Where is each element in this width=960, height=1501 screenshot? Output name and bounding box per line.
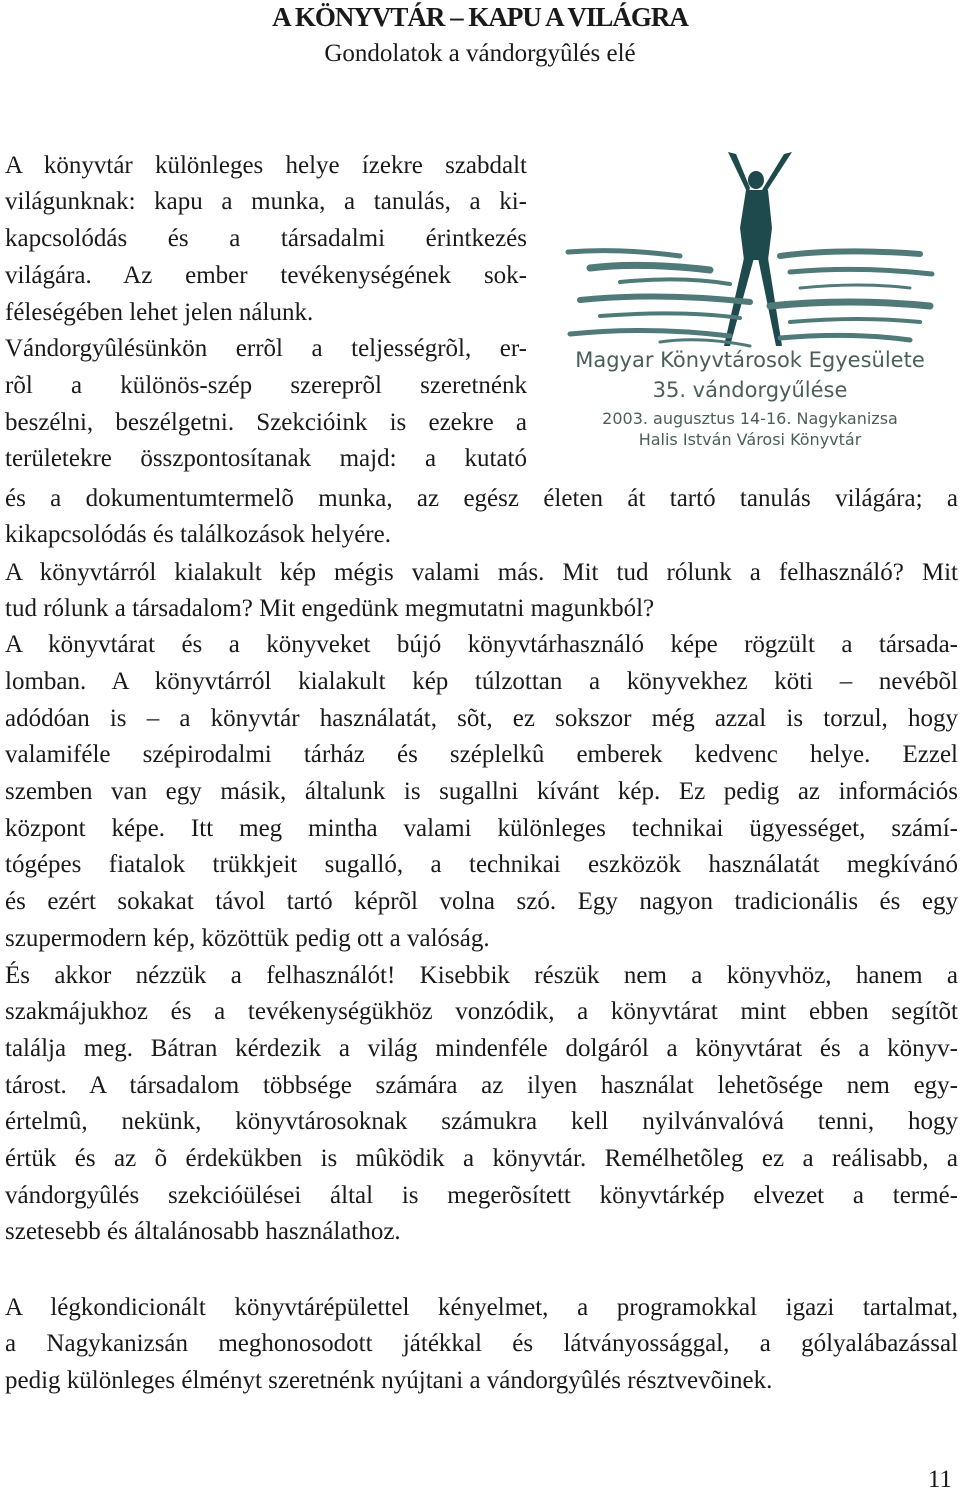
text-line: szetesebb és általánosabb használathoz. — [5, 1218, 401, 1245]
text-line: A légkondicionált könyvtárépülettel kényelmet, a programokkal igazi tartalmat, — [5, 1294, 958, 1321]
text-line: értük és az õ érdekükben is mûködik a könyvtár. Remélhetõleg ez a reálisabb, a — [5, 1145, 958, 1172]
text-line: tud rólunk a társadalom? Mit engedünk megmutatni magunkból? — [5, 595, 655, 622]
text-line: adódóan is – a könyvtár használatát, sõt, ez sokszor még azzal is torzul, hogy — [5, 705, 958, 732]
logo-event: 35. vándorgyűlése — [652, 378, 848, 402]
text-line: A könyvtárat és a könyveket bújó könyvtárhasználó képe rögzült a társada- — [5, 631, 958, 658]
page-title: A KÖNYVTÁR – KAPU A VILÁGRA — [272, 2, 688, 32]
text-line: pedig különleges élményt szeretnénk nyújtani a vándorgyûlés résztvevõinek. — [5, 1367, 773, 1394]
text-line: szakmájukhoz és a tevékenységükhöz vonzódik, a könyvtárat mint ebben segítõt — [5, 998, 958, 1025]
logo-host: Halis István Városi Könyvtár — [638, 430, 862, 449]
page-number: 11 — [927, 1466, 952, 1493]
text-line: találja meg. Bátran kérdezik a világ mindenféle dolgáról a könyvtárat és a könyv- — [5, 1035, 958, 1062]
logo-org-name: Magyar Könyvtárosok Egyesülete — [575, 348, 925, 372]
text-line: beszélni, beszélgetni. Szekcióink is ezekre a — [5, 409, 527, 436]
text-line: és ezért sokakat távol tartó képrõl volna szó. Egy nagyon tradicionális és egy — [5, 888, 958, 915]
text-line: területekre összpontosítanak majd: a kutató — [5, 445, 527, 472]
text-line: a Nagykanizsán meghonosodott játékkal és látványossággal, a gólyalábazással — [5, 1330, 958, 1357]
text-line: tógépes fiatalok trükkjeit sugalló, a technikai eszközök használatát megkívánó — [5, 851, 958, 878]
text-line: központ képe. Itt meg mintha valami különleges technikai ügyességet, számí- — [5, 815, 958, 842]
text-line: szupermodern kép, közöttük pedig ott a valóság. — [5, 925, 490, 952]
text-line: És akkor nézzük a felhasználót! Kisebbik részük nem a könyvhöz, hanem a — [5, 962, 958, 989]
text-line: értelmû, nekünk, könyvtárosoknak számukra kell nyilvánvalóvá tenni, hogy — [5, 1108, 958, 1135]
text-line: A könyvtár különleges helye ízekre szabdalt — [5, 152, 527, 179]
text-line: kapcsolódás és a társadalmi érintkezés — [5, 225, 527, 252]
text-line: kikapcsolódás és találkozások helyére. — [5, 521, 391, 548]
conference-logo — [560, 150, 940, 450]
text-line: A könyvtárról kialakult kép mégis valami más. Mit tud rólunk a felhasználó? Mit — [5, 559, 958, 586]
page-subtitle: Gondolatok a vándorgyûlés elé — [324, 40, 636, 67]
text-line: lomban. A könyvtárról kialakult kép túlzottan a könyvekhez köti – nevébõl — [5, 668, 958, 695]
text-line: rõl a különös-szép szereprõl szeretnénk — [5, 372, 527, 399]
text-line: és a dokumentumtermelõ munka, az egész életen át tartó tanulás világára; a — [5, 485, 958, 512]
logo-date-place: 2003. augusztus 14-16. Nagykanizsa — [602, 409, 898, 428]
text-line: világunknak: kapu a munka, a tanulás, a ki- — [5, 188, 527, 215]
text-line: féleségében lehet jelen nálunk. — [5, 299, 314, 326]
text-line: Vándorgyûlésünkön errõl a teljességrõl, er- — [5, 335, 527, 362]
text-line: szemben van egy másik, általunk is sugallni kívánt kép. Ez pedig az információs — [5, 778, 958, 805]
text-line: világára. Az ember tevékenységének sok- — [5, 262, 527, 289]
text-line: vándorgyûlés szekcióülései által is megerõsített könyvtárkép elvezet a termé- — [5, 1182, 958, 1209]
text-line: valamiféle szépirodalmi tárház és széplelkû emberek kedvenc helye. Ezzel — [5, 741, 958, 768]
text-line: tárost. A társadalom többsége számára az ilyen használat lehetõsége nem egy- — [5, 1072, 958, 1099]
